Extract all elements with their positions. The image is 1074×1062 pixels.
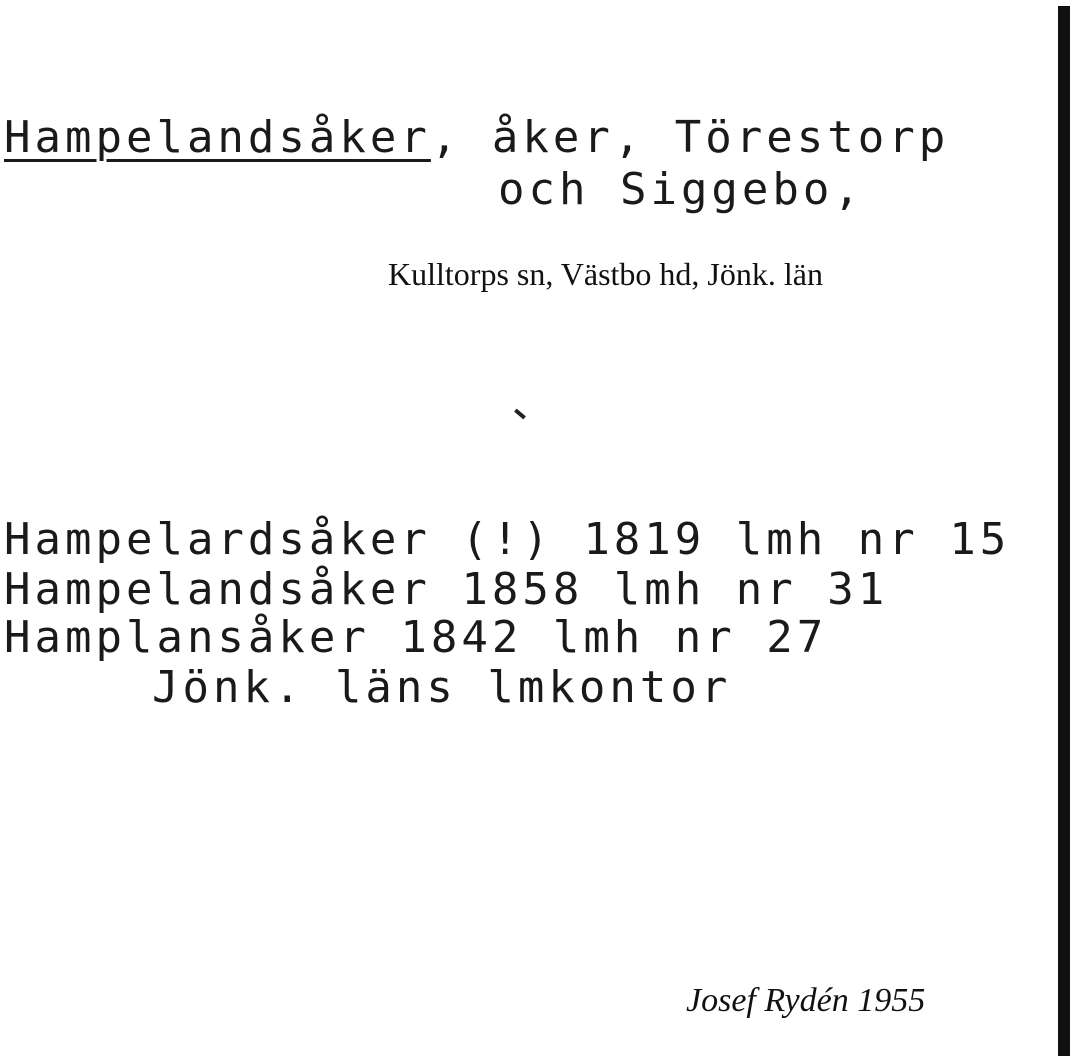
location-line: Kulltorps sn, Västbo hd, Jönk. län xyxy=(388,256,823,292)
title-line-2: och Siggebo, xyxy=(498,164,864,215)
source-line-2: Hampelandsåker 1858 lmh nr 31 xyxy=(4,564,889,615)
source-line-1: Hampelardsåker (!) 1819 lmh nr 15 xyxy=(4,514,1011,565)
source-line-3: Hamplansåker 1842 lmh nr 27 xyxy=(4,612,828,663)
source-line-4: Jönk. läns lmkontor xyxy=(152,662,732,713)
title-rest: , åker, Törestorp xyxy=(430,112,950,163)
signature: Josef Rydén 1955 xyxy=(686,982,926,1019)
headword: Hampelandsåker xyxy=(4,112,431,163)
card-edge xyxy=(1058,6,1070,1056)
stray-mark xyxy=(514,409,526,420)
title-line-1 xyxy=(4,112,950,163)
